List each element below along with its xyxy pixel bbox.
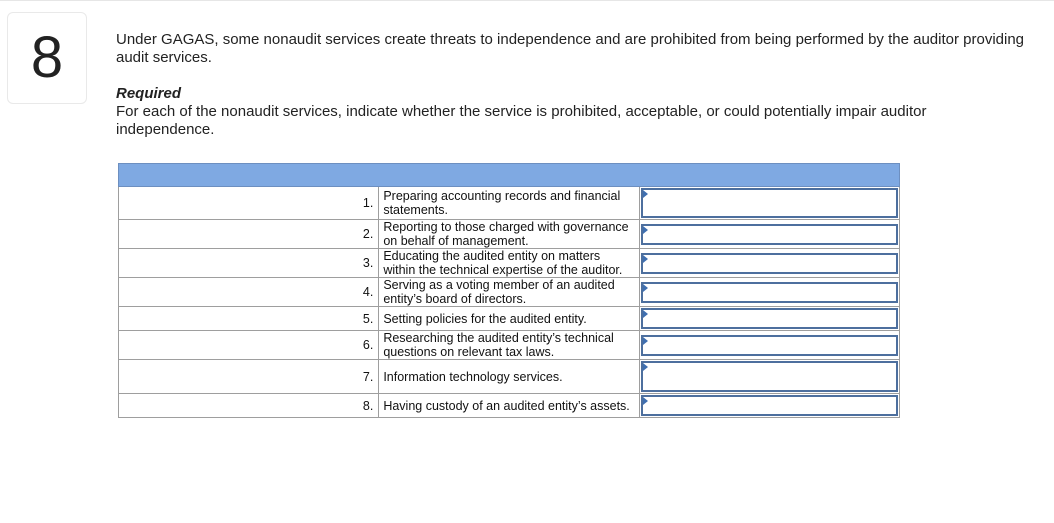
dropdown-marker-icon <box>643 190 648 198</box>
service-description: Setting policies for the audited entity. <box>379 307 639 331</box>
service-description: Having custody of an audited entity’s assets. <box>379 394 639 418</box>
table-row <box>119 307 900 331</box>
table-row <box>119 394 900 418</box>
row-number: 3. <box>119 249 379 278</box>
dropdown-marker-icon <box>643 226 648 234</box>
dropdown-marker-icon <box>643 363 648 371</box>
row-number: 6. <box>119 331 379 360</box>
table-row <box>119 187 900 220</box>
question-number-box <box>7 12 87 104</box>
table-row <box>119 331 900 360</box>
row-number: 4. <box>119 278 379 307</box>
service-description: Serving as a voting member of an audited entity’s board of directors. <box>379 278 639 307</box>
row-number: 1. <box>119 187 379 220</box>
table-header-row <box>119 164 900 187</box>
table-row <box>119 278 900 307</box>
dropdown-marker-icon <box>643 284 648 292</box>
service-description: Information technology services. <box>379 360 639 394</box>
answer-dropdown-6[interactable] <box>641 335 898 356</box>
answer-dropdown-8[interactable] <box>641 395 898 416</box>
service-description: Reporting to those charged with governance on behalf of management. <box>379 220 639 249</box>
table-row <box>119 220 900 249</box>
required-instruction: For each of the nonaudit services, indicate whether the service is prohibited, acceptable, or could potentially impair auditor independence. <box>116 103 927 138</box>
services-table <box>118 163 900 418</box>
question-prompt: Under GAGAS, some nonaudit services create threats to independence and are prohibited from being performed by the auditor providing audit services. <box>116 31 1025 66</box>
answer-dropdown-1[interactable] <box>641 188 898 218</box>
top-divider <box>0 0 1054 1</box>
service-description: Researching the audited entity’s technical questions on relevant tax laws. <box>379 331 639 360</box>
dropdown-marker-icon <box>643 337 648 345</box>
answer-dropdown-7[interactable] <box>641 361 898 392</box>
row-number: 5. <box>119 307 379 331</box>
dropdown-marker-icon <box>643 310 648 318</box>
answer-dropdown-3[interactable] <box>641 253 898 274</box>
dropdown-marker-icon <box>643 255 648 263</box>
answer-dropdown-4[interactable] <box>641 282 898 303</box>
table-row <box>119 360 900 394</box>
row-number: 2. <box>119 220 379 249</box>
table-row <box>119 249 900 278</box>
service-description: Educating the audited entity on matters within the technical expertise of the auditor. <box>379 249 639 278</box>
service-description: Preparing accounting records and financial statements. <box>379 187 639 220</box>
required-heading: Required <box>116 85 182 102</box>
question-number: 8 <box>30 25 64 90</box>
answer-dropdown-2[interactable] <box>641 224 898 245</box>
table-header-band <box>119 164 900 187</box>
answer-dropdown-5[interactable] <box>641 308 898 329</box>
row-number: 7. <box>119 360 379 394</box>
dropdown-marker-icon <box>643 397 648 405</box>
row-number: 8. <box>119 394 379 418</box>
